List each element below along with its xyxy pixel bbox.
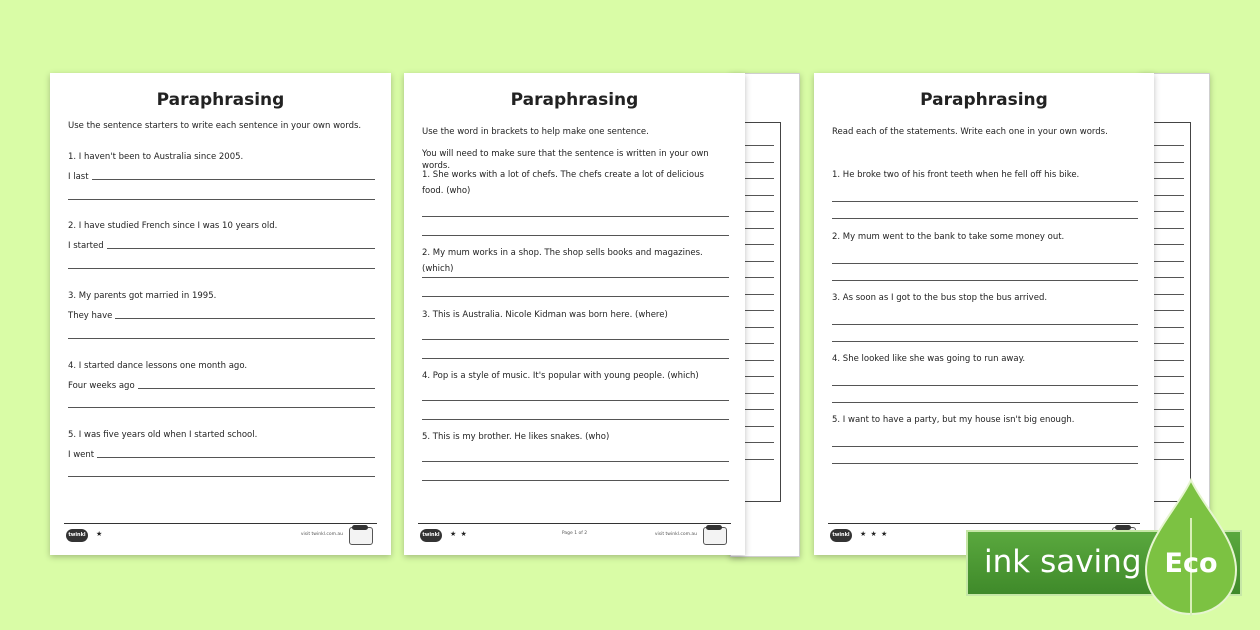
answer-line[interactable] (68, 338, 375, 339)
worksheet-1 (50, 73, 391, 555)
twinkl-logo: twinkl (66, 529, 88, 542)
ink-saving-label: ink saving (984, 544, 1142, 580)
sentence-starter: I started (68, 241, 104, 251)
back-page-line (740, 360, 774, 361)
worksheet-2 (404, 73, 745, 555)
back-page-line (740, 376, 774, 377)
worksheet-footer (64, 523, 377, 545)
worksheet-instructions: Use the sentence starters to write each sentence in your own words. (68, 121, 362, 131)
answer-line[interactable] (422, 235, 729, 236)
question-1: 1. I haven't been to Australia since 2005. (68, 152, 244, 162)
question-2: 2. I have studied French since I was 10 years old. (68, 221, 278, 231)
twinkl-logo: twinkl (830, 529, 852, 542)
eco-leaf-icon (1142, 478, 1240, 618)
answer-line[interactable] (422, 461, 729, 462)
worksheet-title: Paraphrasing (920, 90, 1048, 110)
back-page-line (1150, 145, 1184, 146)
planit-badge-icon (349, 527, 373, 545)
back-page-line (1150, 310, 1184, 311)
question-5: 5. I want to have a party, but my house isn't big enough. (832, 415, 1075, 425)
answer-line-4[interactable] (68, 381, 375, 391)
back-page-line (740, 327, 774, 328)
back-page-line (1150, 459, 1184, 460)
back-page-line (1150, 327, 1184, 328)
question-4: 4. Pop is a style of music. It's popular with young people. (which) (422, 371, 699, 381)
back-page-line (1150, 393, 1184, 394)
back-page-line (740, 162, 774, 163)
question-3: 3. As soon as I got to the bus stop the bus arrived. (832, 293, 1048, 303)
eco-label: Eco (1164, 548, 1218, 579)
back-page-line (1150, 409, 1184, 410)
answer-line[interactable] (68, 476, 375, 477)
back-page-line (740, 211, 774, 212)
answer-line[interactable] (832, 324, 1138, 325)
back-page-line (1150, 244, 1184, 245)
question-5: 5. This is my brother. He likes snakes. (who) (422, 432, 610, 442)
back-page-line (740, 178, 774, 179)
worksheet-instructions: Read each of the statements. Write each one in your own words. (832, 127, 1108, 137)
back-page-line (1150, 376, 1184, 377)
question-2: 2. My mum went to the bank to take some money out. (832, 232, 1065, 242)
footer-url: visit twinkl.com.au (300, 532, 343, 537)
back-page-line (1150, 360, 1184, 361)
back-page-line (1150, 195, 1184, 196)
worksheet-title: Paraphrasing (156, 90, 285, 110)
difficulty-stars: ★ (96, 530, 104, 538)
back-page-line (1150, 426, 1184, 427)
answer-line[interactable] (68, 268, 375, 269)
answer-line[interactable] (68, 199, 375, 200)
question-5: 5. I was five years old when I started school. (68, 430, 258, 440)
worksheet-title: Paraphrasing (510, 90, 639, 110)
question-2: 2. My mum works in a shop. The shop sells books and magazines. (which) (422, 248, 703, 274)
back-page-line (1150, 343, 1184, 344)
back-page-line (1150, 442, 1184, 443)
back-page-line (740, 277, 774, 278)
worksheet-3 (814, 73, 1154, 555)
back-page-line (1150, 178, 1184, 179)
back-page-line (740, 244, 774, 245)
back-page-line (740, 442, 774, 443)
answer-line[interactable] (422, 216, 729, 217)
sentence-starter: Four weeks ago (68, 381, 135, 391)
back-page-line (1150, 261, 1184, 262)
answer-line[interactable] (422, 480, 729, 481)
page-number: Page 1 of 2 (561, 531, 588, 536)
back-page-line (1150, 277, 1184, 278)
back-page-line (1150, 162, 1184, 163)
question-1: 1. She works with a lot of chefs. The chefs create a lot of delicious food. (who) (422, 170, 704, 196)
answer-line[interactable] (832, 446, 1138, 447)
back-page-line (740, 393, 774, 394)
back-page-line (740, 343, 774, 344)
worksheet-footer (418, 523, 731, 545)
answer-line[interactable] (832, 201, 1138, 202)
back-page-line (740, 261, 774, 262)
question-3: 3. This is Australia. Nicole Kidman was born here. (where) (422, 310, 668, 320)
sentence-starter: They have (68, 311, 113, 321)
back-page-line (1150, 294, 1184, 295)
back-page-line (740, 409, 774, 410)
back-page-line (740, 426, 774, 427)
answer-line[interactable] (68, 407, 375, 408)
answer-line-5[interactable] (68, 450, 375, 460)
answer-line[interactable] (832, 341, 1138, 342)
back-page-line (740, 294, 774, 295)
answer-line[interactable] (832, 463, 1138, 464)
difficulty-stars: ★ ★ (450, 530, 468, 538)
answer-line[interactable] (422, 400, 729, 401)
twinkl-logo: twinkl (420, 529, 442, 542)
answer-line[interactable] (422, 277, 729, 278)
back-page-line (1150, 228, 1184, 229)
worksheet-instructions: Use the word in brackets to help make one sentence. (422, 127, 649, 137)
back-page-line (740, 310, 774, 311)
question-1: 1. He broke two of his front teeth when he fell off his bike. (832, 170, 1080, 180)
worksheet-instructions-2: You will need to make sure that the sentence is written in your own words. (422, 149, 709, 171)
question-3: 3. My parents got married in 1995. (68, 291, 217, 301)
difficulty-stars: ★ ★ ★ (860, 530, 889, 538)
question-4: 4. She looked like she was going to run away. (832, 354, 1026, 364)
answer-line[interactable] (422, 339, 729, 340)
answer-line-2[interactable] (68, 241, 375, 251)
answer-line-1[interactable] (68, 172, 375, 182)
answer-line[interactable] (832, 402, 1138, 403)
answer-line[interactable] (422, 296, 729, 297)
answer-line[interactable] (832, 263, 1138, 264)
back-page-line (740, 459, 774, 460)
question-4: 4. I started dance lessons one month ago. (68, 361, 248, 371)
answer-line[interactable] (832, 280, 1138, 281)
back-page-line (740, 195, 774, 196)
back-page-line (740, 145, 774, 146)
sentence-starter: I last (68, 172, 89, 182)
back-page-line (1150, 211, 1184, 212)
answer-line[interactable] (422, 419, 729, 420)
planit-badge-icon (703, 527, 727, 545)
answer-line[interactable] (832, 385, 1138, 386)
sentence-starter: I went (68, 450, 95, 460)
answer-line-3[interactable] (68, 311, 375, 321)
answer-line[interactable] (832, 218, 1138, 219)
back-page-line (740, 228, 774, 229)
answer-line[interactable] (422, 358, 729, 359)
footer-url: visit twinkl.com.au (654, 532, 697, 537)
